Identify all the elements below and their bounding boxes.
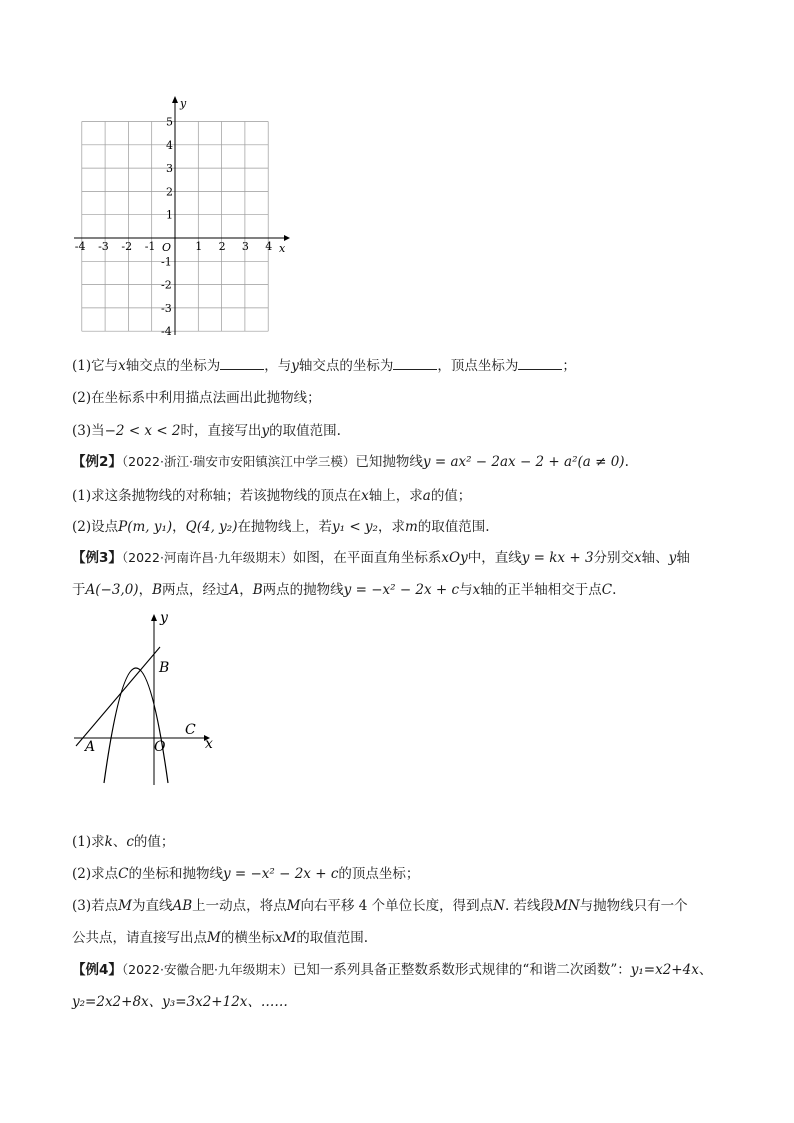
x-tick-label: -4 [74,240,86,253]
origin-label: O [154,739,166,755]
coordinate-grid-figure [70,95,290,345]
x-tick-label: -2 [121,240,133,253]
answer-blank[interactable] [393,355,437,370]
figure-y-label: y [160,610,168,626]
example-4-line-2: y₂=2x2+8x、y₃=3x2+12x、…… [72,994,288,1010]
y-tick-label: 4 [166,138,173,152]
example-3-line-2: 于A(−3,0)，B两点，经过A，B两点的抛物线y = −x² − 2x + c与x轴的正半轴相交于点C. [72,582,617,598]
question-1-part-2: (2)在坐标系中利用描点法画出此抛物线； [72,390,321,406]
example-2-part-2: (2)设点P(m, y₁)，Q(4, y₂)在抛物线上，若y₁ < y₂，求m的取值范围. [72,519,490,535]
line-ab [76,647,160,746]
example-2-part-1: (1)求这条抛物线的对称轴；若该抛物线的顶点在x轴上，求a的值； [72,488,472,504]
y-axis-label: y [180,97,187,110]
example-tag: 【例2】 [72,454,122,470]
point-b-label: B [159,660,170,676]
example-3-part-3-cont: 公共点，请直接写出点M的横坐标xM的取值范围. [72,930,369,946]
point-c-label: C [185,722,196,738]
x-tick-label: 2 [218,240,226,253]
example-3-heading: 【例3】（2022·河南许昌·九年级期末）如图，在平面直角坐标系xOy中，直线y = kx + 3分别交x轴、y轴 [72,550,690,566]
x-tick-label: -1 [144,240,156,253]
example-3-part-3: (3)若点M为直线AB上一动点，将点M向右平移 4 个单位长度，得到点N. 若线段MN与抛物线只有一个 [72,898,688,914]
x-tick-label: -3 [98,240,109,253]
example-4-heading: 【例4】（2022·安徽合肥·九年级期末）已知一系列具备正整数系数形式规律的“和谐二次函数”：y₁=x2+4x、 [72,962,713,978]
example-source: （2022·安徽合肥·九年级期末） [121,962,293,977]
parabola-curve [104,668,168,783]
question-1-part-1: (1)它与x轴交点的坐标为 ，与y轴交点的坐标为 ，顶点坐标为 ； [72,355,576,376]
example-source: （2022·河南许昌·九年级期末） [121,550,293,565]
example-tag: 【例3】 [72,550,122,566]
question-1-part-3: (3)当−2 < x < 2时，直接写出y的取值范围. [72,423,341,439]
x-tick-label: 1 [195,240,203,253]
y-axis-arrow [172,96,178,103]
answer-blank[interactable] [220,355,264,370]
x-axis-label: x [279,242,286,255]
point-a-label: A [85,739,96,755]
formula: y = ax² − 2ax − 2 + a²(a ≠ 0) [422,454,625,470]
origin-label: O [162,241,172,254]
y-tick-labels [161,116,173,339]
y-tick-label: 3 [166,162,173,176]
example-source: （2022·浙江·瑞安市安阳镇滨江中学三模） [121,454,356,469]
y-tick-label: 2 [166,185,173,199]
y-tick-label: -2 [161,278,172,292]
y-axis-arrow [151,614,157,621]
y-tick-label: 1 [166,208,173,222]
answer-blank[interactable] [518,355,562,370]
example-3-part-2: (2)求点C的坐标和抛物线y = −x² − 2x + c的顶点坐标； [72,866,420,882]
parabola-line-figure [70,605,230,790]
y-tick-label: 5 [166,115,173,129]
example-3-part-1: (1)求k、c的值； [72,834,175,850]
y-tick-label: -1 [161,255,172,269]
figure-x-label: x [205,736,213,752]
example-tag: 【例4】 [72,962,122,978]
x-tick-label: 4 [265,240,273,253]
y-tick-label: -4 [161,325,172,339]
x-axis-arrow [284,235,290,241]
example-2-heading: 【例2】（2022·浙江·瑞安市安阳镇滨江中学三模）已知抛物线y = ax² − 2ax − 2 + a²(a ≠ 0). [72,454,629,470]
x-tick-labels [75,240,272,253]
x-tick-label: 3 [241,240,249,253]
y-tick-label: -3 [161,301,172,315]
